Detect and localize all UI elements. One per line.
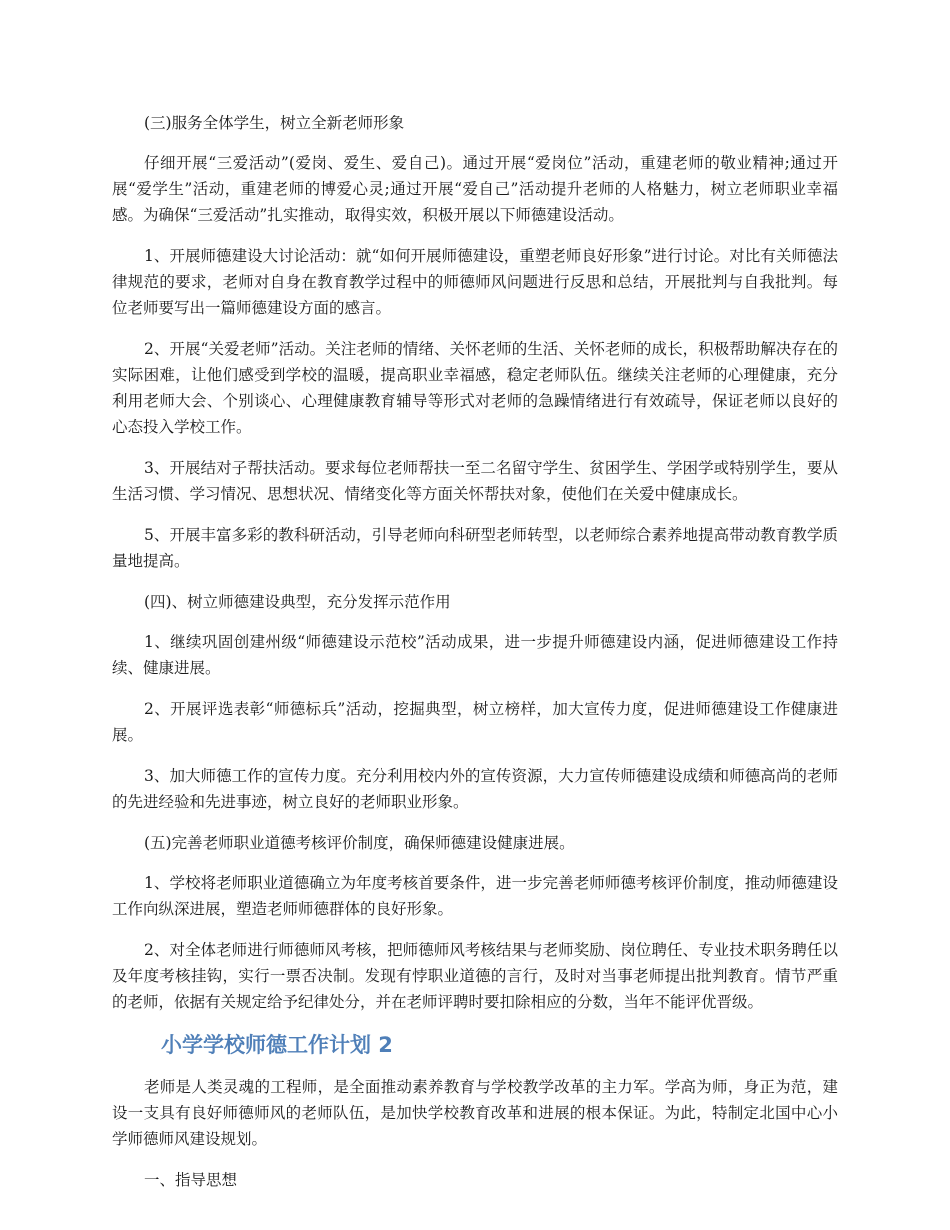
subheading-five: (五)完善老师职业道德考核评价制度，确保师德建设健康进展。 — [144, 834, 575, 852]
paragraph-four-item-2: 2、开展评选表彰“师德标兵”活动，挖掘典型，树立榜样，加大宣传力度，促进师德建设工作健康进展。 — [112, 700, 838, 744]
paragraph-intro: 老师是人类灵魂的工程师，是全面推动素养教育与学校教学改革的主力军。学高为师，身正为范，建设一支具有良好师德师风的老师队伍，是加快学校教育改革和进展的根本保证。为此，特制定北国中心小学师德师风建设规划。 — [112, 1078, 838, 1148]
subheading-three: (三)服务全体学生，树立全新老师形象 — [144, 114, 405, 132]
paragraph-three-love: 仔细开展“三爱活动”(爱岗、爱生、爱自己)。通过开展“爱岗位”活动，重建老师的敬业精神;通过开展“爱学生”活动，重建老师的博爱心灵;通过开展“爱自己”活动提升老师的人格魅力，树立老师职业幸福感。为确保“三爱活动”扎实推动，取得实效，积极开展以下师德建设活动。 — [112, 154, 838, 224]
section-heading: 小学学校师德工作计划 2 — [161, 1033, 393, 1057]
paragraph-four-item-3: 3、加大师德工作的宣传力度。充分利用校内外的宣传资源，大力宣传师德建设成绩和师德高尚的老师的先进经验和先进事迹，树立良好的老师职业形象。 — [112, 767, 838, 811]
paragraph-item-2-care: 2、开展“关爱老师”活动。关注老师的情绪、关怀老师的生活、关怀老师的成长，积极帮助解决存在的实际困难，让他们感受到学校的温暖，提高职业幸福感，稳定老师队伍。继续关注老师的心理健康，充分利用老师大会、个别谈心、心理健康教育辅导等形式对老师的急躁情绪进行有效疏导，保证老师以良好的心态投入学校工作。 — [112, 340, 838, 436]
paragraph-five-item-2: 2、对全体老师进行师德师风考核，把师德师风考核结果与老师奖励、岗位聘任、专业技术职务聘任以及年度考核挂钩，实行一票否决制。发现有悖职业道德的言行，及时对当事老师提出批判教育。情节严重的老师，依据有关规定给予纪律处分，并在老师评聘时要扣除相应的分数，当年不能评优晋级。 — [112, 941, 838, 1011]
paragraph-item-5-research: 5、开展丰富多彩的教科研活动，引导老师向科研型老师转型，以老师综合素养地提高带动教育教学质量地提高。 — [112, 526, 838, 570]
paragraph-item-3-pairing: 3、开展结对子帮扶活动。要求每位老师帮扶一至二名留守学生、贫困学生、学困学或特别学生，要从生活习惯、学习情况、思想状况、情绪变化等方面关怀帮扶对象，使他们在关爱中健康成长。 — [112, 459, 838, 503]
document-body — [112, 110, 838, 1207]
subheading-guiding-ideology: 一、指导思想 — [144, 1171, 238, 1189]
paragraph-four-item-1: 1、继续巩固创建州级“师德建设示范校”活动成果，进一步提升师德建设内涵，促进师德建设工作持续、健康进展。 — [112, 633, 838, 677]
paragraph-item-1-discussion: 1、开展师德建设大讨论活动：就“如何开展师德建设，重塑老师良好形象”进行讨论。对比有关师德法律规范的要求，老师对自身在教育教学过程中的师德师风问题进行反思和总结，开展批判与自我批判。每位老师要写出一篇师德建设方面的感言。 — [112, 247, 838, 317]
subheading-four: (四)、树立师德建设典型，充分发挥示范作用 — [144, 593, 451, 611]
paragraph-five-item-1: 1、学校将老师职业道德确立为年度考核首要条件，进一步完善老师师德考核评价制度，推动师德建设工作向纵深进展，塑造老师师德群体的良好形象。 — [112, 874, 838, 918]
